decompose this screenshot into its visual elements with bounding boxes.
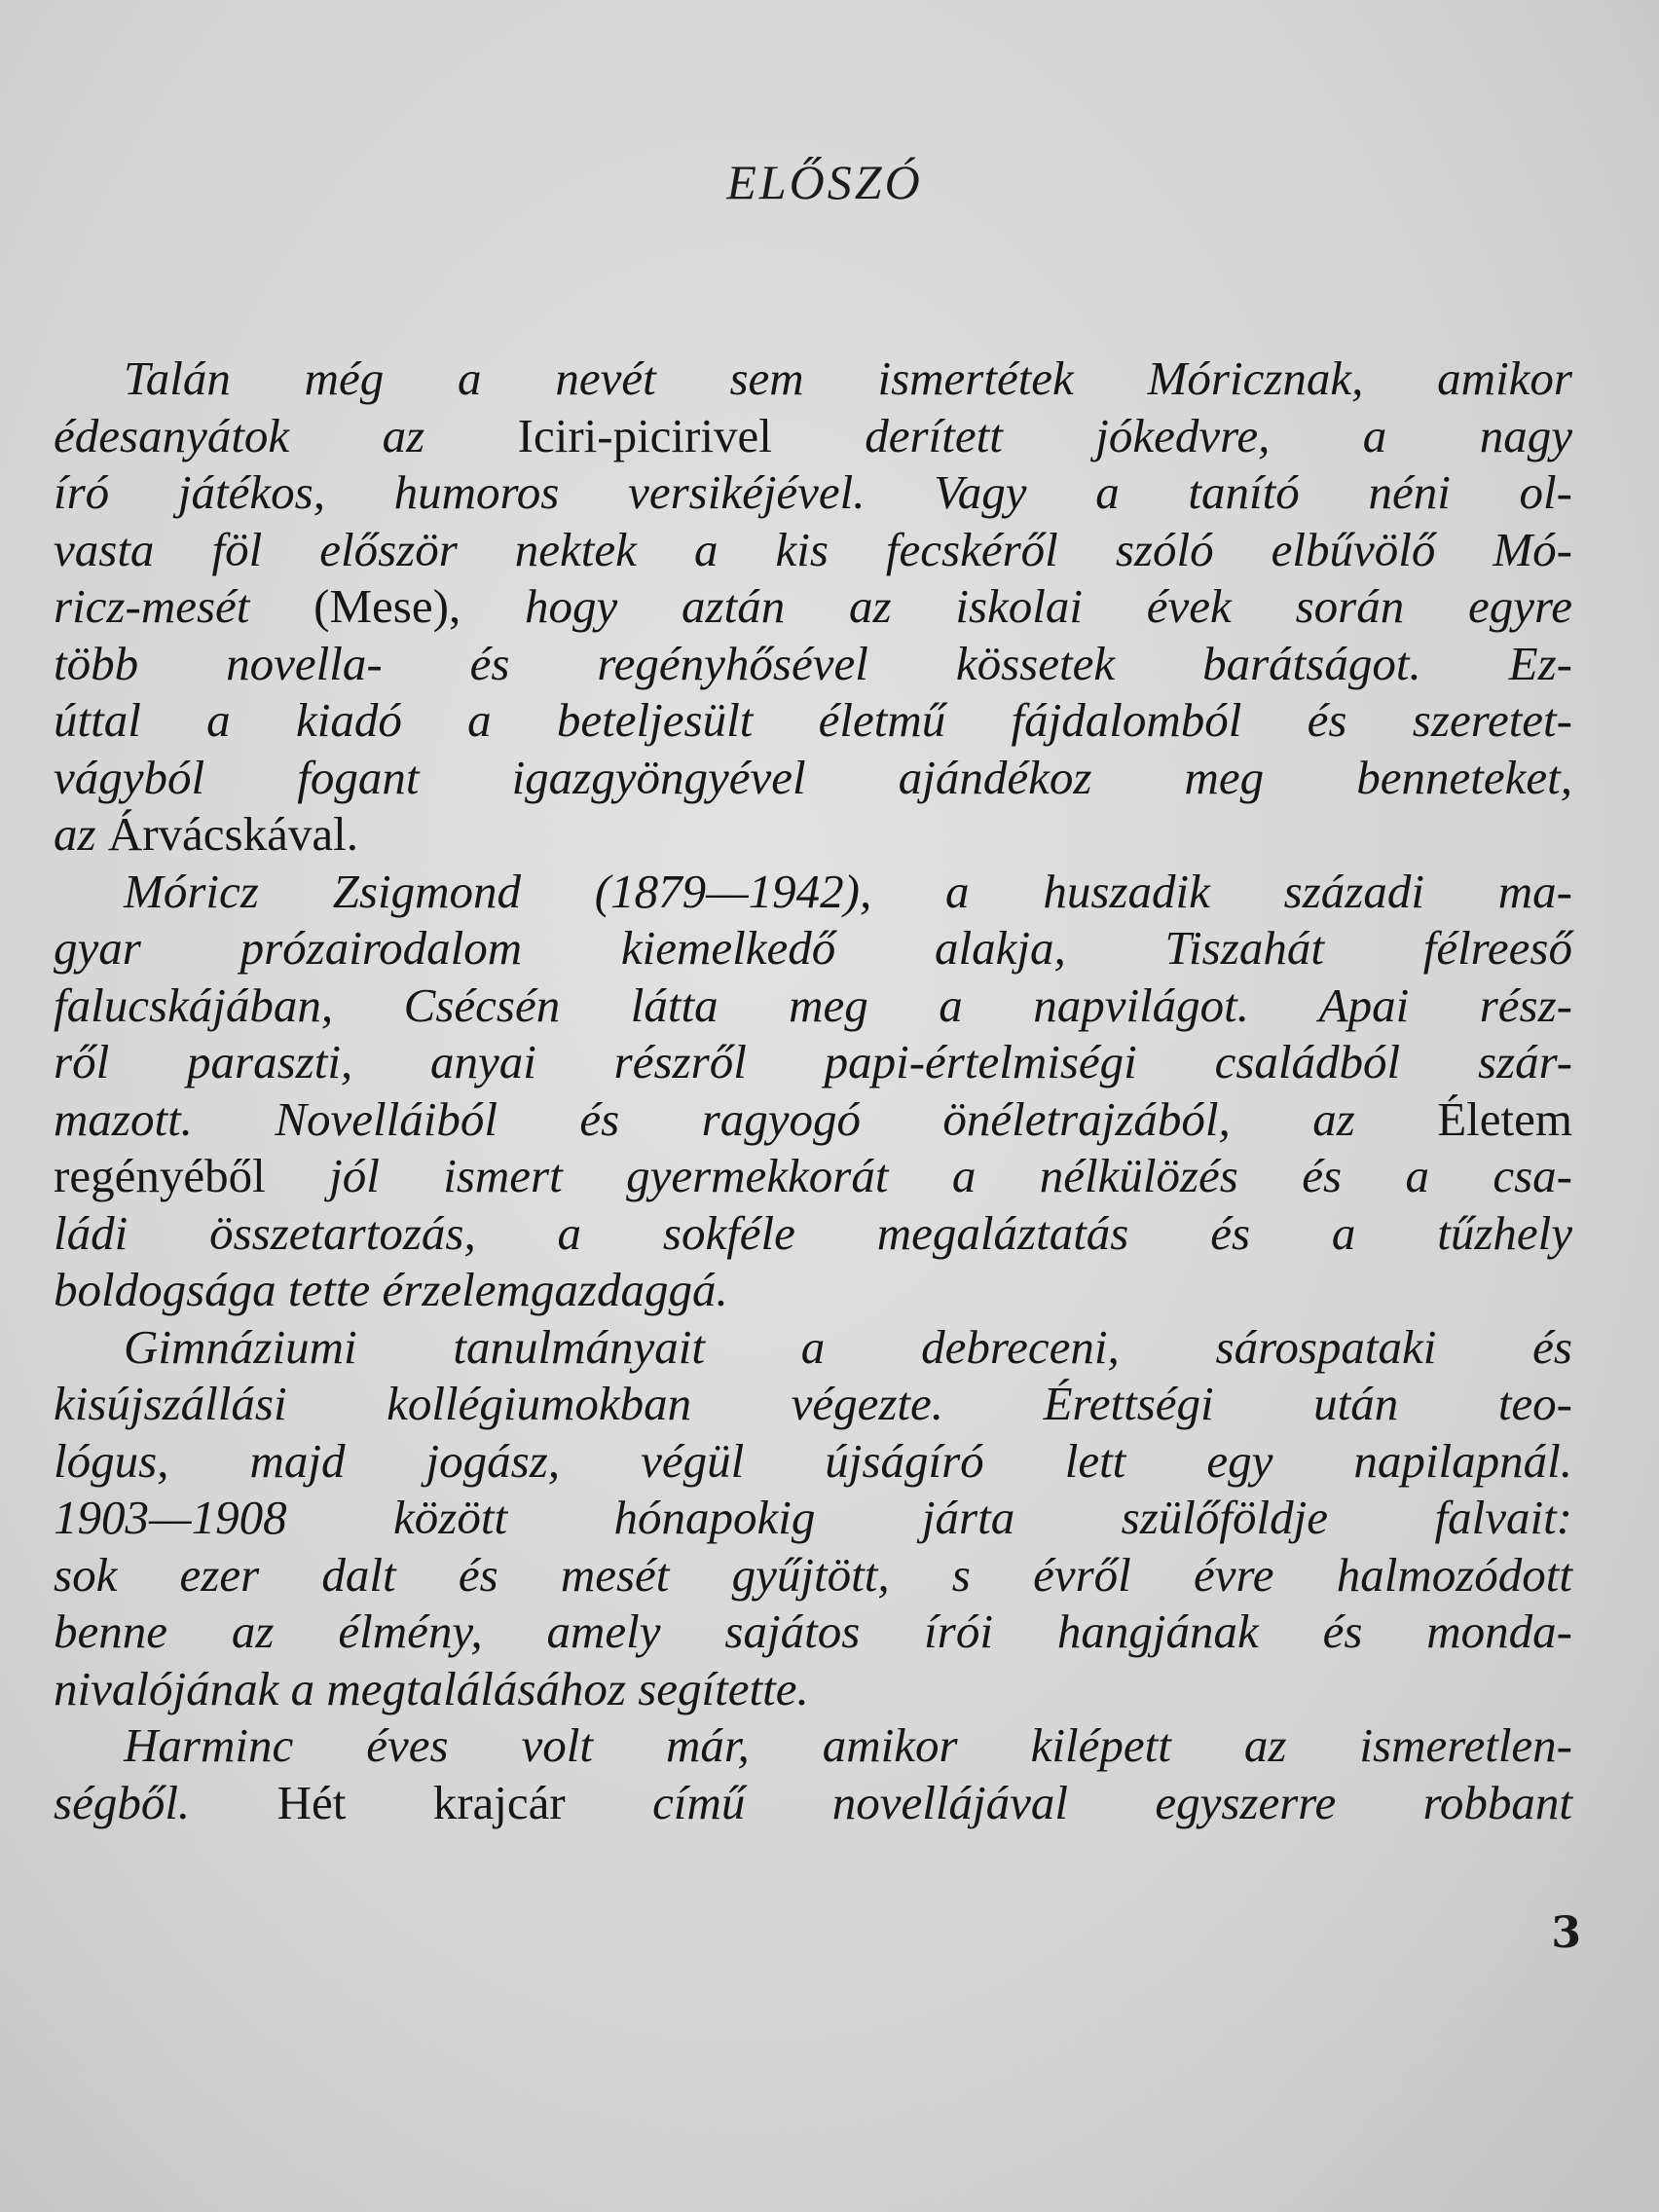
title-reference: Életem	[1437, 1091, 1572, 1146]
text-line	[54, 1148, 1572, 1205]
text-line	[54, 1775, 1572, 1832]
text-segment: ricz-mesét	[54, 579, 314, 633]
text-line	[54, 1661, 1572, 1718]
text-line	[54, 408, 1572, 465]
text-line	[54, 636, 1572, 693]
title-reference: (Mese),	[313, 579, 461, 633]
text-segment: hogy aztán az iskolai évek során egyre	[461, 579, 1572, 633]
text-segment: úttal a kiadó a beteljesült életmű fájdalomból és szeretet-	[54, 693, 1572, 747]
text-segment: című novellájával egyszerre robbant	[565, 1775, 1573, 1829]
text-line	[54, 1034, 1572, 1091]
text-segment: vasta föl először nektek a kis fecskéről szóló elbűvölő Mó-	[54, 522, 1572, 576]
text-line	[54, 1262, 1572, 1319]
text-segment: édesanyátok az	[54, 408, 518, 462]
text-segment: Gimnáziumi tanulmányait a debreceni, sárospataki és	[124, 1319, 1572, 1374]
text-segment: falucskájában, Csécsén látta meg a napvilágot. Apai rész-	[54, 977, 1572, 1032]
text-line	[54, 1717, 1572, 1775]
text-line	[54, 1205, 1572, 1263]
text-segment: kisújszállási kollégiumokban végezte. Érettségi után teo-	[54, 1377, 1572, 1430]
text-segment: Harminc éves volt már, amikor kilépett az ismeretlen-	[124, 1718, 1572, 1772]
text-line	[54, 464, 1572, 522]
title-reference: Iciri-picirivel	[517, 408, 772, 462]
text-line	[54, 692, 1572, 750]
title-reference: Árvácskával.	[107, 807, 358, 861]
text-line	[54, 1091, 1572, 1149]
page-title: ELŐSZÓ	[726, 155, 923, 209]
title-reference: regényéből	[54, 1149, 266, 1202]
text-segment: nivalójának a megtalálásához segítette.	[54, 1661, 809, 1715]
text-segment: az	[54, 807, 108, 861]
text-segment: 1903—1908 között hónapokig járta szülőföldje falvait:	[54, 1491, 1572, 1544]
text-segment: vágyból fogant igazgyöngyével ajándékoz meg benneteket,	[54, 750, 1572, 804]
text-line	[54, 522, 1572, 579]
text-segment: Móricz Zsigmond (1879—1942), a huszadik századi ma-	[124, 864, 1572, 918]
text-segment: ről paraszti, anyai részről papi-értelmiségi családból szár-	[54, 1035, 1572, 1088]
text-line	[54, 1319, 1572, 1377]
text-segment: gyar prózairodalom kiemelkedő alakja, Tiszahát félreeső	[54, 921, 1572, 975]
text-segment: ládi összetartozás, a sokféle megaláztatás és a tűzhely	[54, 1205, 1572, 1260]
text-segment: derített jókedvre, a nagy	[771, 408, 1572, 462]
text-line	[54, 750, 1572, 807]
text-segment: mazott. Novelláiból és ragyogó önéletrajzából, az	[54, 1091, 1438, 1146]
text-segment: jól ismert gyermekkorát a nélkülözés és a csa-	[265, 1149, 1572, 1202]
title-reference: Hét krajcár	[276, 1775, 566, 1829]
text-line	[54, 806, 1572, 864]
text-segment: író játékos, humoros versikéjével. Vagy a tanító néni ol-	[54, 465, 1572, 519]
text-line	[54, 1547, 1572, 1604]
text-line	[54, 920, 1572, 977]
text-line	[54, 977, 1572, 1035]
text-segment: Talán még a nevét sem ismertétek Móricznak, amikor	[124, 351, 1572, 405]
text-line	[54, 1433, 1572, 1491]
body-text	[54, 350, 1572, 1831]
text-segment: sok ezer dalt és mesét gyűjtött, s évről évre halmozódott	[54, 1547, 1572, 1602]
text-segment: benne az élmény, amely sajátos írói hangjának és monda-	[54, 1604, 1572, 1658]
text-line	[54, 1376, 1572, 1433]
text-segment: több novella- és regényhősével kössetek barátságot. Ez-	[54, 636, 1572, 690]
text-line	[54, 350, 1572, 408]
text-line	[54, 1490, 1572, 1547]
text-line	[54, 864, 1572, 921]
text-segment: boldogsága tette érzelemgazdaggá.	[54, 1263, 728, 1316]
text-segment: ségből.	[54, 1775, 277, 1829]
text-segment: lógus, majd jogász, végül újságíró lett egy napilapnál.	[54, 1433, 1572, 1488]
text-line	[54, 578, 1572, 636]
text-line	[54, 1604, 1572, 1661]
page-number: 3	[1551, 1908, 1581, 1958]
